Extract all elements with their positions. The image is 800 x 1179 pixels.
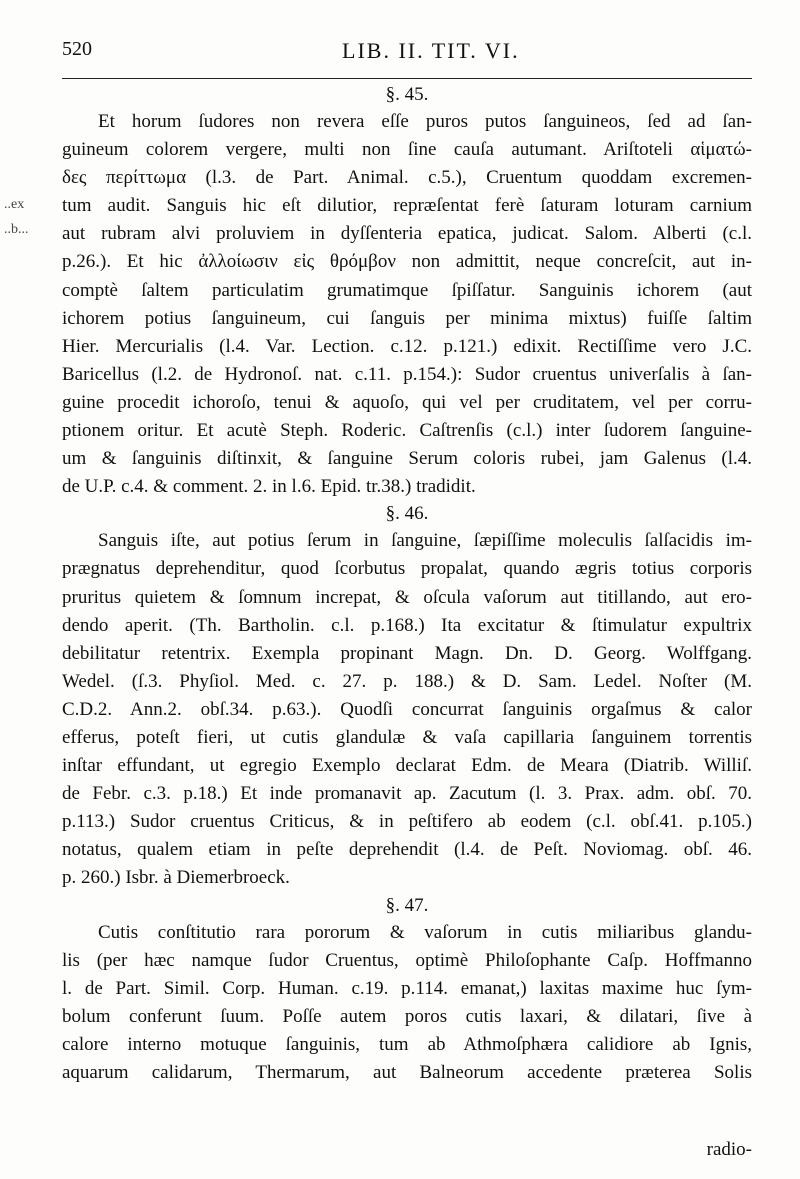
text-line: efferus, poteſt fieri, ut cutis glandulæ & vaſa capillaria ſanguinem torrentis xyxy=(62,726,752,748)
margin-annotation: ..b... xyxy=(4,222,29,237)
text-line: tum audit. Sanguis hic eſt dilutior, repræſentat ferè ſaturam loturam carnium xyxy=(62,195,752,217)
text-line: inſtar effundant, ut egregio Exemplo declarat Edm. de Meara (Diatrib. Williſ. xyxy=(62,755,752,777)
text-line: pruritus quietem & ſomnum increpat, & oſcula vaſorum aut titillando, aut ero- xyxy=(62,586,752,608)
text-line: l. de Part. Simil. Corp. Human. c.19. p.114. emanat,) laxitas maxime huc ſym- xyxy=(62,977,752,999)
text-line: Sanguis iſte, aut potius ſerum in ſanguine, ſæpiſſime moleculis ſalſacidis im- xyxy=(98,530,752,552)
text-line: comptè ſaltem particulatim grumatimque ſpiſſatur. Sanguinis ichorem (aut xyxy=(62,279,752,301)
text-line: ptionem oritur. Et acutè Steph. Roderic. Caſtrenſis (c.l.) inter ſudorem ſanguine- xyxy=(62,420,752,442)
section xyxy=(62,893,752,1088)
text-line: notatus, qualem etiam in peſte deprehendit (l.4. de Peſt. Noviomag. obſ. 46. xyxy=(62,839,752,861)
text-line: bolum conferunt ſuum. Poſſe autem poros cutis laxari, & dilatari, ſive à xyxy=(62,1005,752,1027)
text-line: de Febr. c.3. p.18.) Et inde promanavit ap. Zacutum (l. 3. Prax. adm. obſ. 70. xyxy=(62,783,752,805)
text-line: C.D.2. Ann.2. obſ.34. p.63.). Quodſi concurrat ſanguinis orgaſmus & calor xyxy=(62,698,752,720)
text-line: prægnatus deprehenditur, quod ſcorbutus propalat, quando ægris totius corporis xyxy=(62,558,752,580)
text-body xyxy=(62,82,752,1087)
section xyxy=(62,501,752,892)
page-number: 520 xyxy=(62,38,92,60)
section-heading: §. 47. xyxy=(385,894,429,916)
header-rule xyxy=(62,78,752,79)
text-line: p.113.) Sudor cruentus Criticus, & in peſtifero ab eodem (c.l. obſ.41. p.105.) xyxy=(62,811,752,833)
text-line: aquarum calidarum, Thermarum, aut Balneorum accedente præterea Solis xyxy=(62,1062,752,1083)
text-line: lis (per hæc namque ſudor Cruentus, optimè Philoſophante Caſp. Hoffmanno xyxy=(62,949,752,971)
running-title: LIB. II. TIT. VI. xyxy=(342,38,520,63)
section-heading: §. 46. xyxy=(385,503,429,525)
text-line: p. 260.) Isbr. à Diemerbroeck. xyxy=(62,867,290,889)
text-line: δες περίττωμα (l.3. de Part. Animal. c.5.), Cruentum quoddam excremen- xyxy=(62,167,752,189)
text-line: Cutis conſtitutio rara pororum & vaſorum in cutis miliaribus glandu- xyxy=(98,921,752,943)
text-line: aut rubram alvi proluviem in dyſſenteria epatica, judicat. Salom. Alberti (c.l. xyxy=(62,223,752,245)
text-line: Baricellus (l.2. de Hydronoſ. nat. c.11. p.154.): Sudor cruentus univerſalis à ſan- xyxy=(62,363,752,385)
text-line: p.26.). Et hic ἀλλοίωσιν εἰς θρόμβον non admittit, neque concreſcit, aut in- xyxy=(62,251,752,273)
text-line: Et horum ſudores non revera eſſe puros putos ſanguineos, ſed ad ſan- xyxy=(98,111,752,132)
text-line: guineum colorem vergere, multi non ſine cauſa autumant. Ariſtoteli αἱματώ- xyxy=(62,139,752,161)
text-line: dendo aperit. (Th. Bartholin. c.l. p.168.) Ita excitatur & ſtimulatur expultrix xyxy=(62,614,752,636)
text-line: de U.P. c.4. & comment. 2. in l.6. Epid. tr.38.) tradidit. xyxy=(62,476,476,498)
text-line: um & ſanguinis diſtinxit, & ſanguine Serum coloris rubei, jam Galenus (l.4. xyxy=(62,448,752,470)
page-header xyxy=(62,38,752,70)
text-line: guine procedit ichoroſo, tenui & aquoſo, qui vel per cruditatem, vel per corru- xyxy=(62,391,752,413)
section-heading: §. 45. xyxy=(385,84,429,105)
text-line: debilitatur retentrix. Exempla propinant Magn. Dn. D. Georg. Wolffgang. xyxy=(62,642,752,664)
catchword: radio- xyxy=(706,1139,752,1160)
text-line: Wedel. (ſ.3. Phyſiol. Med. c. 27. p. 188.) & D. Sam. Ledel. Noſter (M. xyxy=(62,670,752,692)
text-line: Hier. Mercurialis (l.4. Var. Lection. c.12. p.121.) edixit. Rectiſſime vero J.C. xyxy=(62,335,752,357)
text-line: calore interno motuque ſanguinis, tum ab Athmoſphæra calidiore ab Ignis, xyxy=(62,1033,752,1055)
text-line: ichorem potius ſanguineum, cui ſanguis per minima mixtus) fuiſſe ſaltim xyxy=(62,307,752,329)
margin-annotation: ..ex xyxy=(4,197,25,212)
section xyxy=(62,82,752,501)
